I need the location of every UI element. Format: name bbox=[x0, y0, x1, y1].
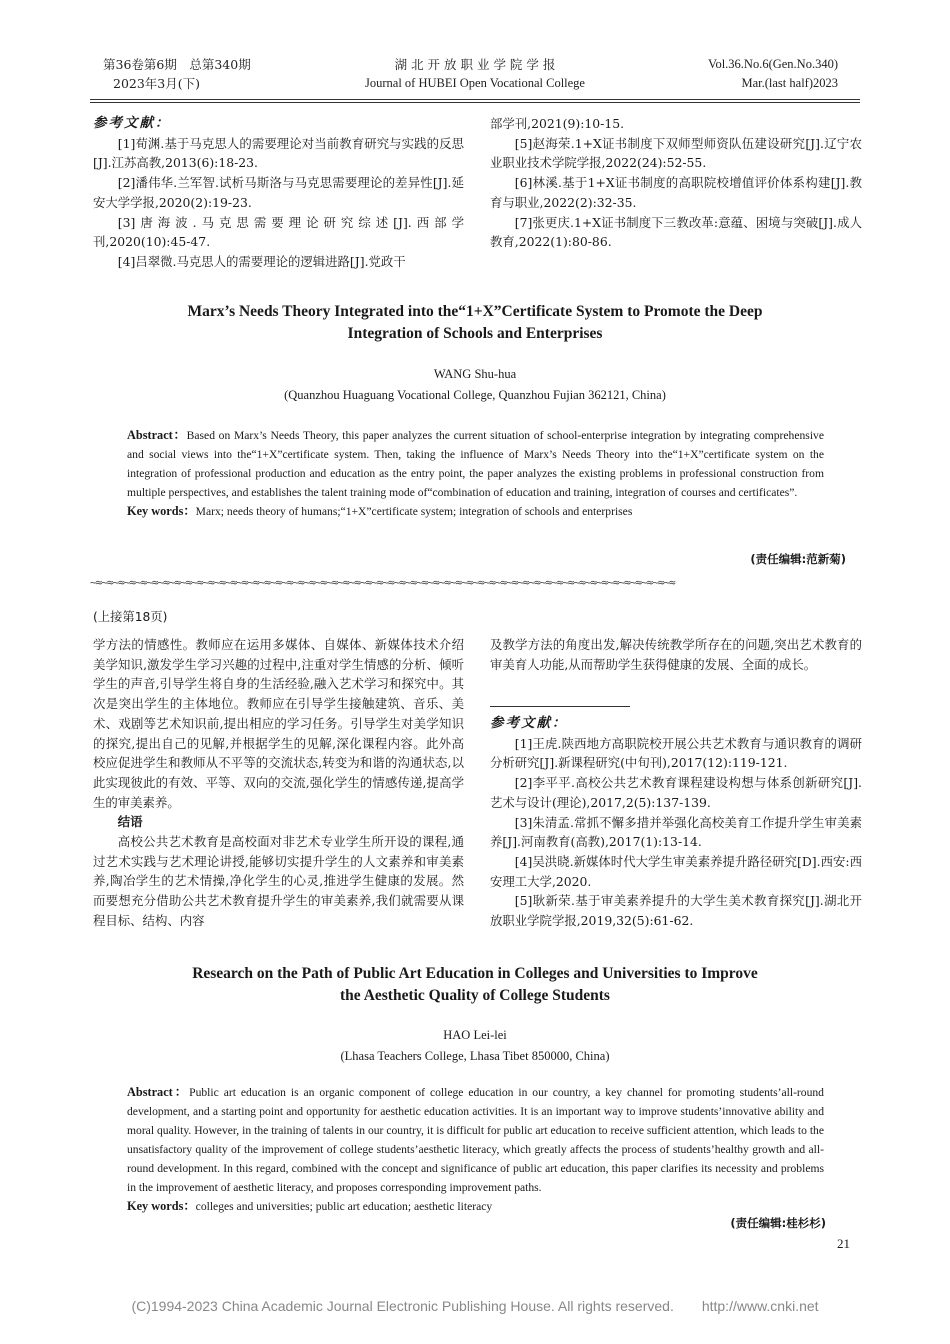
article2-body-right bbox=[490, 635, 862, 674]
refs-title: 参考文献： bbox=[490, 715, 568, 731]
header-rule bbox=[90, 99, 860, 100]
author-name: WANG Shu-hua bbox=[433, 367, 517, 381]
reference-item-cont: 部学刊,2021(9):10-15. bbox=[490, 116, 625, 131]
reference-item: [2]潘伟华.兰军智.试析马斯洛与马克思需要理论的差异性[J].延安大学学报,2020(2):19-23. bbox=[93, 175, 464, 210]
en-title-line: Research on the Path of Public Art Education in Colleges and Universities to Improve bbox=[192, 965, 758, 982]
reference-item: [1]荀渊.基于马克思人的需要理论对当前教育研究与实践的反思[J].江苏高教,2013(6):18-23. bbox=[93, 135, 464, 171]
header-issue-line1: 第36卷第6期 总第340期 bbox=[103, 57, 251, 72]
keywords-label: Key words bbox=[127, 504, 184, 518]
reference-item: [1]王虎.陕西地方高职院校开展公共艺术教育与通识教育的调研分析研究[J].新课程研究(中旬刊),2017(12):119-121. bbox=[490, 735, 862, 771]
article1-abstract bbox=[127, 426, 824, 521]
author-name: HAO Lei-lei bbox=[443, 1028, 507, 1042]
conclusion-heading: 结语 bbox=[117, 814, 143, 830]
en-title-line: Marx’s Needs Theory Integrated into the“1+X”Certificate System to Promote the Deep bbox=[187, 303, 763, 320]
refs-rule bbox=[490, 706, 630, 707]
header-rule bbox=[90, 102, 860, 103]
en-title-line: Integration of Schools and Enterprises bbox=[347, 325, 603, 342]
keywords-label: Key words bbox=[127, 1199, 184, 1213]
en-title-line: the Aesthetic Quality of College Students bbox=[340, 987, 610, 1004]
refs-title: 参考文献： bbox=[93, 115, 171, 131]
author-affiliation: (Quanzhou Huaguang Vocational College, Quanzhou Fujian 362121, China) bbox=[284, 388, 666, 402]
article2-en-title bbox=[110, 963, 840, 1007]
continued-label: (上接第18页) bbox=[93, 610, 168, 624]
body-paragraph: 高校公共艺术教育是高校面对非艺术专业学生所开设的课程,通过艺术实践与艺术理论讲授,能够切实提升学生的人文素养和审美素养,陶冶学生的艺术情操,净化学生的心灵,推进学生健康的发展。然而要想充分借助公共艺术教育提升学生的审美素养,我们就需要从课程目标、结构、内容 bbox=[93, 834, 464, 928]
header-vol-en: Vol.36.No.6(Gen.No.340) bbox=[708, 57, 838, 71]
header-issue bbox=[103, 55, 251, 93]
header-volume bbox=[708, 55, 838, 93]
article2-editor: (责任编辑:桂杉杉) bbox=[730, 1216, 826, 1230]
abstract-text: Abstract：Based on Marx’s Needs Theory, this paper analyzes the current situation of school-enterprise integration by integrating comprehensive and social views into the“1+X”certificate system. Then, taking the influence of Marx’s Needs Theory into the“1+X”certificate system on the integration of professional production and education as the entry point, the paper analyzes the existing problems in professional construction from multiple perspectives, and establishes the talent training mode of“combination of education and training, integration of courses and certificates”. bbox=[127, 428, 824, 499]
header-issue-line2: 2023年3月(下) bbox=[113, 76, 201, 91]
author-affiliation: (Lhasa Teachers College, Lhasa Tibet 850000, China) bbox=[340, 1049, 610, 1063]
keywords-body: colleges and universities; public art education; aesthetic literacy bbox=[195, 1200, 493, 1213]
keywords-line: Key words：colleges and universities; public art education; aesthetic literacy bbox=[127, 1199, 493, 1213]
article1-en-title bbox=[110, 301, 840, 345]
header-journal bbox=[300, 55, 650, 93]
article2-body-left bbox=[93, 635, 464, 931]
header-journal-cn: 湖 北 开 放 职 业 学 院 学 报 bbox=[394, 57, 556, 72]
reference-item: [4]吕翠微.马克思人的需要理论的逻辑进路[J].党政干 bbox=[117, 253, 406, 269]
article-divider: ~≈~≈~≈~≈~≈~≈~≈~≈~≈~≈~≈~≈~≈~≈~≈~≈~≈~≈~≈~≈~≈~≈~≈~≈~≈~≈~≈~≈~≈~≈~≈~≈~≈~≈~≈~≈~≈~≈~≈~≈~≈~≈~≈~≈~≈~≈~≈~≈~≈~≈~≈~≈ bbox=[90, 576, 675, 589]
article2-refs bbox=[490, 714, 862, 931]
reference-item: [5]赵海荣.1+X证书制度下双师型师资队伍建设研究[J].辽宁农业职业技术学院学报,2022(24):52-55. bbox=[490, 135, 862, 171]
abstract-body: Based on Marx’s Needs Theory, this paper analyzes the current situation of school-enterprise integration by integrating comprehensive and social views into the“1+X”certificate system. Then, taking the influence of Marx’s Needs Theory into the“1+X”certificate system on the integration of professional production and education as the entry point, the paper analyzes the existing problems in professional construction from multiple perspectives, and establishes the talent training mode of“combination of education and training, integration of courses and certificates”. bbox=[127, 429, 824, 499]
copyright-footer: (C)1994-2023 China Academic Journal Electronic Publishing House. All rights reserved. http://www.cnki.net bbox=[131, 1298, 819, 1314]
reference-item: [3]朱清孟.常抓不懈多措并举强化高校美育工作提升学生审美素养[J].河南教育(高教),2017(1):13-14. bbox=[490, 814, 862, 850]
body-paragraph: 及教学方法的角度出发,解决传统教学所存在的问题,突出艺术教育的审美育人功能,从而帮助学生获得健康的发展、全面的成长。 bbox=[490, 637, 862, 672]
reference-item: [4]吴洪晓.新媒体时代大学生审美素养提升路径研究[D].西安:西安理工大学,2020. bbox=[490, 853, 862, 889]
header-journal-en: Journal of HUBEI Open Vocational College bbox=[365, 76, 585, 90]
article1-author bbox=[110, 364, 840, 406]
page-number: 21 bbox=[837, 1236, 850, 1251]
reference-item: [6]林溪.基于1+X证书制度的高职院校增值评价体系构建[J].教育与职业,2022(2):32-35. bbox=[490, 175, 862, 210]
body-paragraph: 学方法的情感性。教师应在运用多媒体、自媒体、新媒体技术介绍美学知识,激发学生学习兴趣的过程中,注重对学生情感的分析、倾听学生的声音,引导学生将自身的生活经验,融入艺术学习和探究中。其次是突出学生的主体地位。教师应在引导学生接触建筑、音乐、美术、戏剧等艺术知识前,提出相应的学习任务。引导学生对美学知识的探究,提出自己的见解,并根据学生的见解,深化课程内容。此外高校应促进学生和教师从不平等的交流状态,转变为和谐的沟通状态,以此实现彼此的有效、平等、双向的交流,强化学生的情感传递,提高学生的审美素养。 bbox=[93, 637, 464, 810]
abstract-body: Public art education is an organic component of college education in our country, a key channel for promoting students’all-round development, and a starting point and opportunity for aesthetic education activities. It is an important way to improve students’innovative ability and moral quality. However, in the training of talents in our country, it is difficult for public art education to receive sufficient attention, which leads to the unsatisfactory quality of the improvement of college students’aesthetic literacy, which greatly affects the process of students’healthy growth and all-round development. In this regard, combined with the concept and significance of public art education, this paper clarifies its necessity and problems in the improvement of aesthetic literacy, and proposes corresponding improvement paths. bbox=[127, 1086, 824, 1194]
article1-refs-left bbox=[93, 114, 464, 272]
article2-abstract bbox=[127, 1083, 824, 1216]
article1-refs-right bbox=[490, 114, 862, 252]
abstract-text: Abstract：Public art education is an organic component of college education in our country, a key channel for promoting students’all-round development, and a starting point and opportunity for aesthetic education activities. It is an important way to improve students’innovative ability and moral quality. However, in the training of talents in our country, it is difficult for public art education to receive sufficient attention, which leads to the unsatisfactory quality of the improvement of college students’aesthetic literacy, which greatly affects the process of students’healthy growth and all-round development. In this regard, combined with the concept and significance of public art education, this paper clarifies its necessity and problems in the improvement of aesthetic literacy, and proposes corresponding improvement paths. bbox=[127, 1085, 824, 1194]
reference-item: [5]耿新荣.基于审美素养提升的大学生美术教育探究[J].湖北开放职业学院学报,2019,32(5):61-62. bbox=[490, 893, 862, 929]
reference-item: [7]张更庆.1+X证书制度下三教改革:意蕴、困境与突破[J].成人教育,2022(1):80-86. bbox=[490, 214, 862, 250]
reference-item: [3]唐海波.马克思需要理论研究综述[J].西部学刊,2020(10):45-47. bbox=[93, 214, 464, 250]
article2-author bbox=[110, 1025, 840, 1067]
header-date-en: Mar.(last half)2023 bbox=[741, 76, 838, 90]
keywords-line: Key words：Marx; needs theory of humans;“1+X”certificate system; integration of schools and enterprises bbox=[127, 504, 633, 518]
keywords-body: Marx; needs theory of humans;“1+X”certificate system; integration of schools and enterprises bbox=[195, 505, 633, 518]
abstract-label: Abstract bbox=[127, 1085, 173, 1099]
article1-editor: (责任编辑:范新菊) bbox=[750, 552, 846, 566]
abstract-label: Abstract bbox=[127, 428, 173, 442]
reference-item: [2]李平平.高校公共艺术教育课程建设构想与体系创新研究[J].艺术与设计(理论),2017,2(5):137-139. bbox=[490, 775, 862, 810]
